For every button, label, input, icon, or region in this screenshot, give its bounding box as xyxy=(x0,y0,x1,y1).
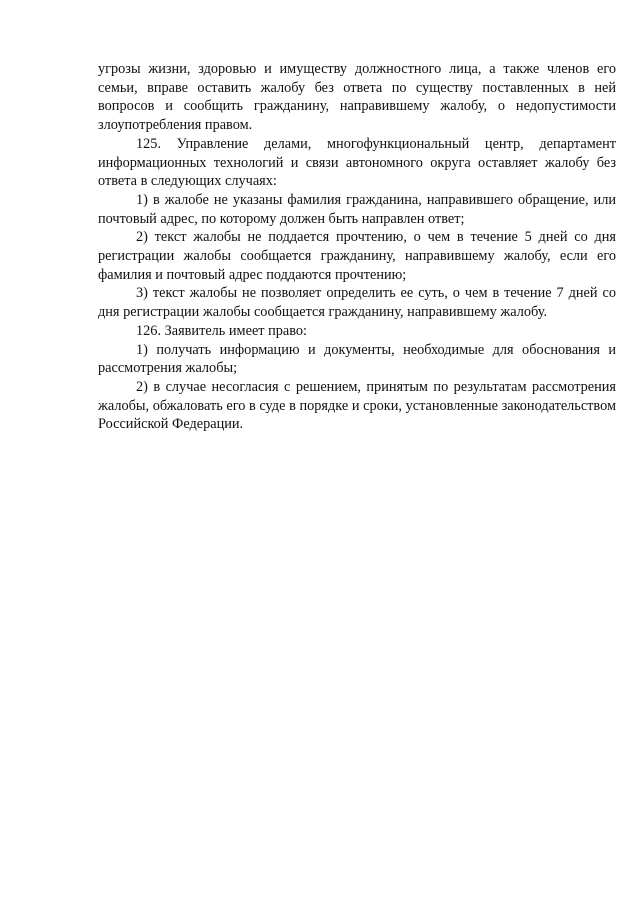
paragraph-continuation: угрозы жизни, здоровью и имуществу должностного лица, а также членов его семьи, вправе оставить жалобу без ответа по существу поставленных в ней вопросов и сообщить гражданину, направившему жалобу, о недопустимости злоупотребления правом. xyxy=(98,61,616,134)
list-item-125-2: 2) текст жалобы не поддается прочтению, о чем в течение 5 дней со дня регистрации жалобы сообщается гражданину, направившему жалобу, если его фамилия и почтовый адрес поддаются прочтению; xyxy=(98,229,616,283)
list-item-125-1: 1) в жалобе не указаны фамилия гражданина, направившего обращение, или почтовый адрес, по которому должен быть направлен ответ; xyxy=(98,191,616,227)
document-page xyxy=(98,60,616,434)
list-item-125-3: 3) текст жалобы не позволяет определить ее суть, о чем в течение 7 дней со дня регистрации жалобы сообщается гражданину, направившему жалобу. xyxy=(98,285,616,321)
list-item-126-2: 2) в случае несогласия с решением, принятым по результатам рассмотрения жалобы, обжаловать его в суде в порядке и сроки, установленные законодательством Российской Федерации. xyxy=(98,378,616,433)
list-item-126-1: 1) получать информацию и документы, необходимые для обоснования и рассмотрения жалобы; xyxy=(98,341,616,377)
paragraph-126: 126. Заявитель имеет право: xyxy=(136,322,308,339)
paragraph-125: 125. Управление делами, многофункциональный центр, департамент информационных технологий и связи автономного округа оставляет жалобу без ответа в следующих случаях: xyxy=(98,135,616,190)
